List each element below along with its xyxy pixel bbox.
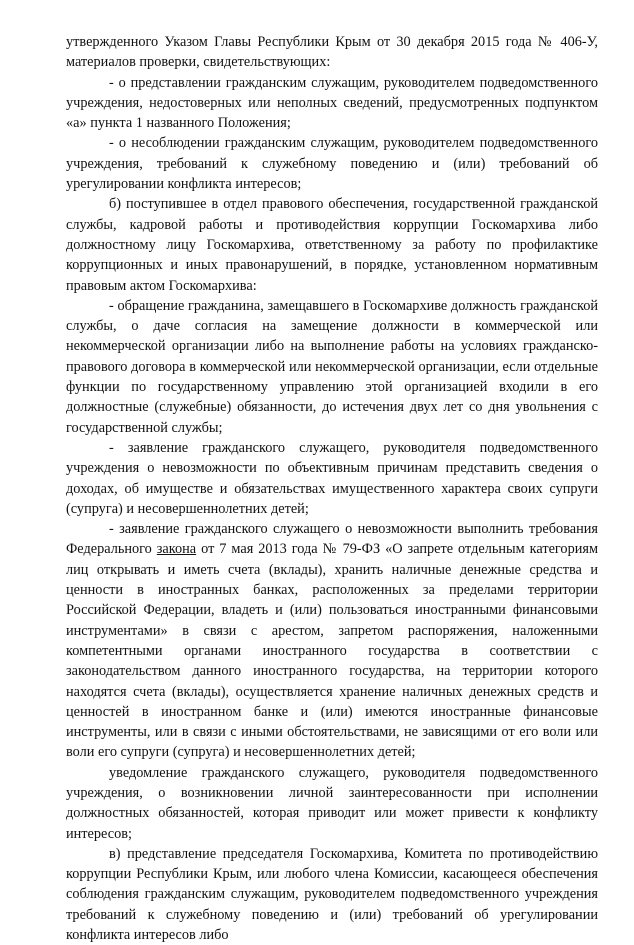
paragraph-v: в) представление председателя Госкомархива, Комитета по противодействию коррупции Республики Крым, или любого члена Комиссии, касающееся обеспечения соблюдения гражданским служащим, руководителем подведомственного учреждения требований к служебному поведению и (или) требований об урегулировании конфликта интересов либо [66,845,598,944]
document-body [66,32,598,945]
law-link[interactable]: закона [156,541,197,558]
paragraph-income-statement: - заявление гражданского служащего, руководителя подведомственного учреждения о невозможности по объективным причинам представить сведения о доходах, об имуществе и обязательствах имущественного характера своих супруги (супруга) и несовершеннолетних детей; [66,439,598,517]
foreign-accounts-text-after: от 7 мая 2013 года № 79-ФЗ «О запрете отдельным категориям лиц открывать и иметь счета (вклады), хранить наличные денежные средства и ценности в иностранных банках, расположенных за пределами территории Российской Федерации, владеть и (или) пользоваться иностранными финансовыми инструментами» в связи с арестом, запретом распоряжения, наложенными компетентными органами иностранного государства в соответствии с законодательством данного иностранного государства, на территории которого находятся счета (вклады), осуществляется хранение наличных денежных средств и ценностей в иностранном банке и (или) имеются иностранные финансовые инструменты, или в связи с иными обстоятельствами, не зависящими от его воли или воли его супруги (супруга) и несовершеннолетних детей; [66,541,598,761]
paragraph-item-unreliable-info: - о представлении гражданским служащим, руководителем подведомственного учреждения, недостоверных или неполных сведений, предусмотренных подпунктом «а» пункта 1 названного Положения; [66,74,598,132]
paragraph-foreign-accounts [66,519,598,763]
paragraph-b: б) поступившее в отдел правового обеспечения, государственной гражданской службы, кадровой работы и противодействия коррупции Госкомархива либо должностному лицу Госкомархива, ответственному за работу по профилактике коррупционных и иных правонарушений, в порядке, установленном нормативным правовым актом Госкомархива: [66,196,598,294]
paragraph-citizen-request: - обращение гражданина, замещавшего в Госкомархиве должность гражданской службы, о даче согласия на замещение должности в коммерческой или некоммерческой организации либо на выполнение работы на условиях гражданско-правового договора в коммерческой или некоммерческой организации, если отдельные функции по государственному управлению этой организацией входили в его должностные (служебные) обязанности, до истечения двух лет со дня увольнения с государственной службы; [66,297,598,436]
paragraph-item-noncompliance: - о несоблюдении гражданским служащим, руководителем подведомственного учреждения, требований к служебному поведению и (или) требований об урегулировании конфликта интересов; [66,135,598,193]
paragraph-intro: утвержденного Указом Главы Республики Крым от 30 декабря 2015 года № 406-У, материалов проверки, свидетельствующих: [66,34,598,71]
foreign-accounts-text-before: - заявление гражданского служащего о невозможности выполнить требования Федерального [66,521,598,558]
paragraph-conflict-notice: уведомление гражданского служащего, руководителя подведомственного учреждения, о возникновении личной заинтересованности при исполнении должностных обязанностей, которая приводит или может привести к конфликту интересов; [66,764,598,842]
